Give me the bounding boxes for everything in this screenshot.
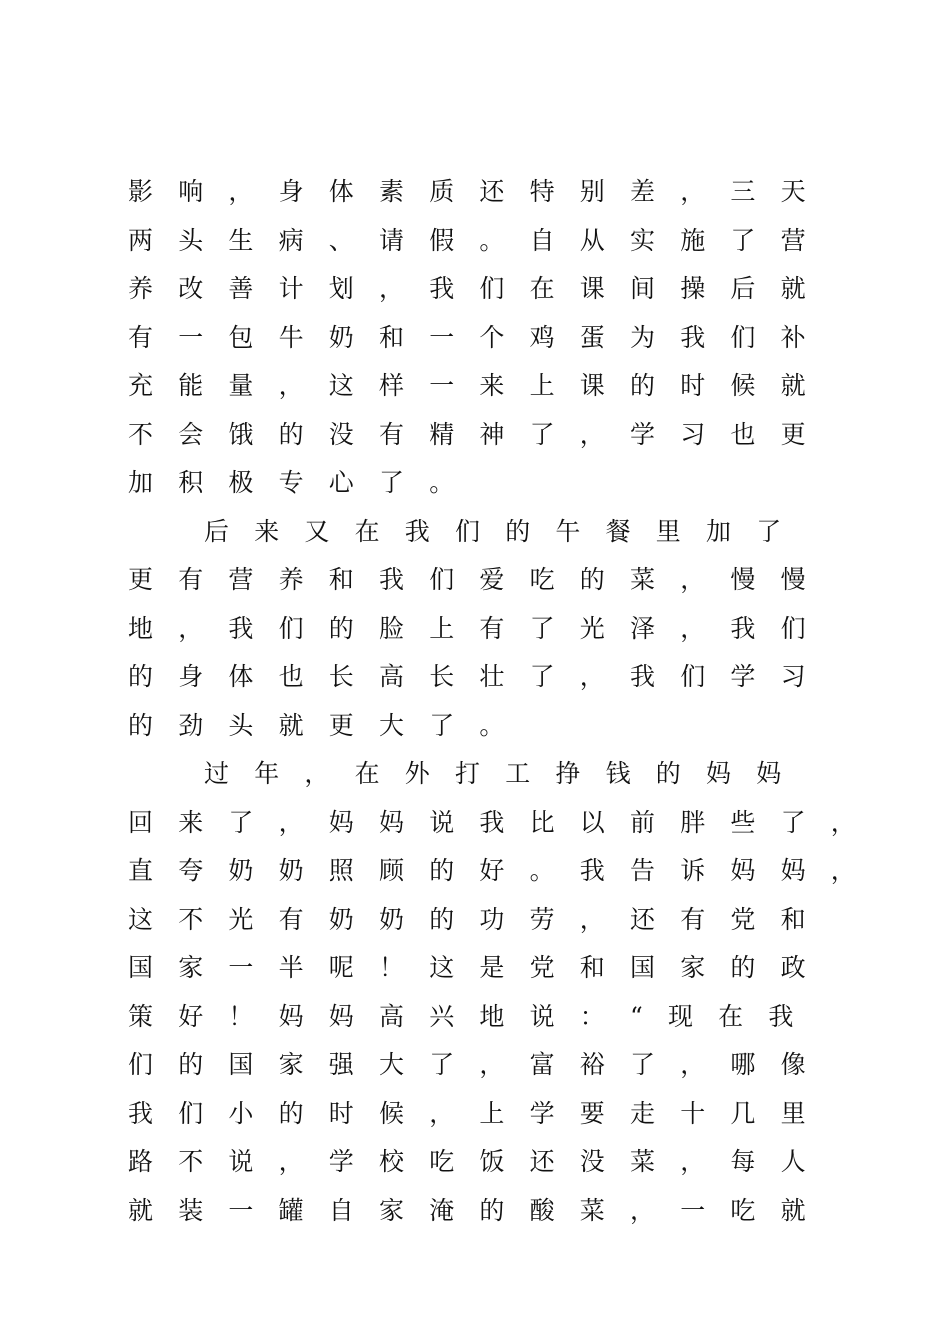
text-line: 国家一半呢！这是党和国家的政	[128, 953, 831, 982]
text-line: 两头生病、请假。自从实施了营	[128, 225, 831, 255]
text-line: 更有营养和我们爱吃的菜，慢慢	[128, 565, 831, 594]
text-line: 路不说，学校吃饭还没菜，每人	[128, 1147, 831, 1176]
text-line: 地，我们的脸上有了光泽，我们	[128, 613, 831, 643]
text-line: 养改善计划，我们在课间操后就	[128, 274, 831, 303]
text-line: 加积极专心了。	[128, 468, 480, 497]
text-line: 不会饿的没有精神了，学习也更	[128, 419, 831, 449]
paragraph-start-line: 后来又在我们的午餐里加了	[204, 516, 807, 546]
text-line: 充能量，这样一来上课的时候就	[128, 371, 831, 400]
text-line: 回来了，妈妈说我比以前胖些了，	[128, 807, 882, 837]
text-line: 这不光有奶奶的功劳，还有党和	[128, 904, 831, 934]
text-line: 影响，身体素质还特别差，三天	[128, 177, 831, 206]
text-line: 们的国家强大了，富裕了，哪像	[128, 1050, 831, 1079]
text-line: 的身体也长高长壮了，我们学习	[128, 662, 831, 691]
text-line: 就装一罐自家淹的酸菜，一吃就	[128, 1195, 831, 1225]
text-line: 有一包牛奶和一个鸡蛋为我们补	[128, 322, 831, 352]
text-line: 直夸奶奶照顾的好。我告诉妈妈，	[128, 856, 882, 885]
body-text	[128, 168, 888, 1235]
text-line: 策好！妈妈高兴地说：“现在我	[128, 1001, 819, 1031]
text-line: 我们小的时候，上学要走十几里	[128, 1098, 831, 1128]
text-line: 的劲头就更大了。	[128, 710, 530, 740]
paragraph-start-line: 过年，在外打工挣钱的妈妈	[204, 759, 807, 788]
